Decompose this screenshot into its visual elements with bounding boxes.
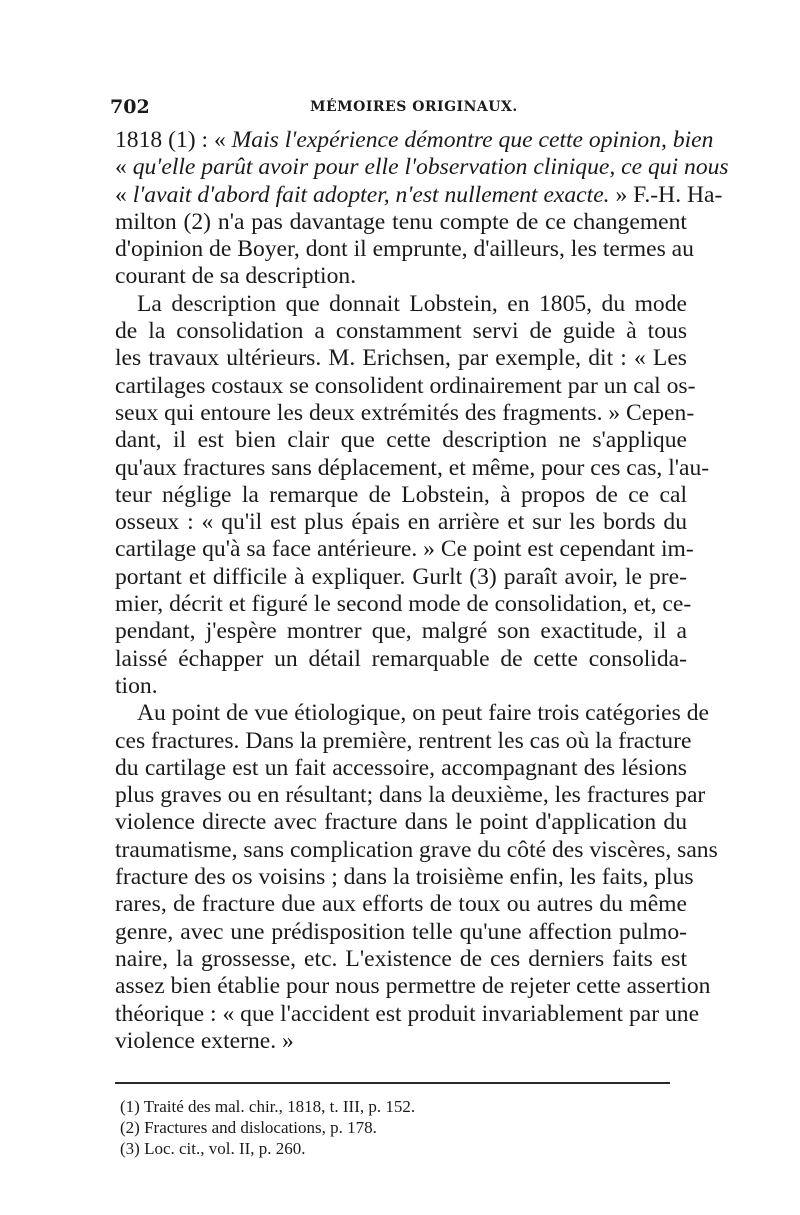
text-line: [115, 809, 687, 836]
text-line: [115, 782, 706, 809]
text-segment: teur néglige la remarque de Lobstein, à propos de ce cal: [115, 481, 687, 508]
text-line: [115, 646, 687, 673]
text-segment: du cartilage est un fait accessoire, accompagnant des lésions: [115, 754, 687, 781]
text-segment: violence directe avec fracture dans le point d'application du: [115, 809, 687, 836]
footnote: (1) Traité des mal. chir., 1818, t. III, p. 152.: [120, 1097, 416, 1116]
text-line: [115, 564, 687, 591]
page-header: [110, 96, 690, 120]
text-line: [115, 318, 687, 345]
text-segment: genre, avec une prédisposition telle qu'une affection pulmo-: [115, 918, 687, 945]
italic-text: l'avait d'abord fait adopter, n'est nullement exacte.: [132, 181, 610, 208]
text-segment: laissé échapper un détail remarquable de cette consolida-: [115, 645, 687, 672]
running-title: MÉMOIRES ORIGINAUX.: [310, 99, 518, 115]
text-line: [115, 755, 687, 782]
text-segment: cartilages costaux se consolident ordinairement par un cal os-: [115, 372, 696, 399]
text-segment: milton (2) n'a pas davantage tenu compte de ce changement: [115, 208, 687, 235]
text-segment: osseux : « qu'il est plus épais en arrière et sur les bords du: [115, 509, 687, 536]
main-text: [115, 127, 729, 1055]
text-line: [115, 591, 692, 618]
text-segment: plus graves ou en résultant; dans la deuxième, les fractures par: [115, 782, 706, 809]
text-line: [115, 618, 687, 645]
text-line: [115, 482, 687, 509]
text-segment: La description que donnait Lobstein, en 1805, du mode: [137, 290, 687, 317]
text-line: [115, 1000, 700, 1028]
text-line: [115, 727, 692, 755]
text-segment: mier, décrit et figuré le second mode de consolidation, et, ce-: [115, 591, 692, 618]
footnotes: [120, 1096, 620, 1159]
text-segment: seux qui entoure les deux extrémités des fragments. » Cepen-: [115, 399, 695, 426]
text-segment: théorique : « que l'accident est produit invariablement par une: [115, 1000, 700, 1027]
footnote-separator: [115, 1082, 670, 1084]
text-segment: pendant, j'espère montrer que, malgré son exactitude, il a: [115, 618, 687, 645]
text-segment: fracture des os voisins ; dans la troisième enfin, les faits, plus: [115, 864, 694, 891]
text-segment: «: [115, 181, 133, 208]
text-line: [115, 154, 729, 181]
text-segment: portant et difficile à expliquer. Gurlt (3) paraît avoir, le pre-: [115, 563, 687, 590]
text-segment: traumatisme, sans complication grave du côté des viscères, sans: [115, 836, 718, 863]
text-segment: naire, la grossesse, etc. L'existence de ces derniers faits est: [115, 945, 687, 972]
text-line: [115, 891, 687, 918]
text-line: [115, 181, 723, 209]
text-line: [115, 1028, 687, 1055]
text-line: [115, 509, 687, 536]
text-line: [115, 209, 687, 236]
text-segment: Au point de vue étiologique, on peut faire trois catégories de: [137, 700, 709, 727]
text-segment: les travaux ultérieurs. M. Erichsen, par exemple, dit : « Les: [115, 345, 687, 372]
text-segment: qu'aux fractures sans déplacement, et même, pour ces cas, l'au-: [115, 454, 710, 481]
text-line: [115, 127, 714, 154]
text-line: [115, 536, 694, 563]
text-line: [115, 919, 687, 946]
text-segment: assez bien établie pour nous permettre de rejeter cette assertion: [115, 973, 711, 1000]
footnote: (3) Loc. cit., vol. II, p. 260.: [120, 1139, 306, 1158]
text-segment: «: [115, 154, 133, 181]
text-segment: dant, il est bien clair que cette description ne s'applique: [115, 427, 687, 454]
text-segment: 1818 (1) : «: [115, 127, 232, 153]
text-line: [115, 946, 687, 973]
text-segment: rares, de fracture due aux efforts de toux ou autres du même: [115, 891, 687, 918]
text-segment: tion.: [115, 672, 158, 699]
text-segment: » F.-H. Ha-: [609, 181, 723, 208]
text-line: [115, 864, 694, 891]
text-line: [115, 291, 687, 318]
text-segment: de la consolidation a constamment servi de guide à tous: [115, 318, 687, 345]
text-line: [115, 236, 694, 263]
text-segment: ces fractures. Dans la première, rentrent les cas où la fracture: [115, 727, 692, 754]
italic-text: Mais l'expérience démontre que cette opinion, bien: [231, 127, 714, 153]
text-line: [115, 836, 718, 864]
text-line: [115, 263, 687, 290]
footnote: (2) Fractures and dislocations, p. 178.: [120, 1118, 377, 1137]
text-line: [115, 973, 711, 1000]
text-segment: violence externe. »: [115, 1027, 294, 1054]
text-line: [115, 454, 710, 482]
text-line: [115, 427, 687, 454]
text-line: [115, 399, 695, 427]
text-segment: d'opinion de Boyer, dont il emprunte, d'ailleurs, les termes au: [115, 236, 694, 263]
text-segment: cartilage qu'à sa face antérieure. » Ce point est cependant im-: [115, 536, 694, 563]
page-number: 702: [110, 96, 150, 118]
text-line: [115, 345, 687, 372]
text-line: [115, 673, 687, 700]
text-line: [115, 700, 709, 727]
text-segment: courant de sa description.: [115, 263, 357, 290]
italic-text: qu'elle parût avoir pour elle l'observation clinique, ce qui nous: [132, 154, 729, 181]
text-line: [115, 372, 696, 400]
